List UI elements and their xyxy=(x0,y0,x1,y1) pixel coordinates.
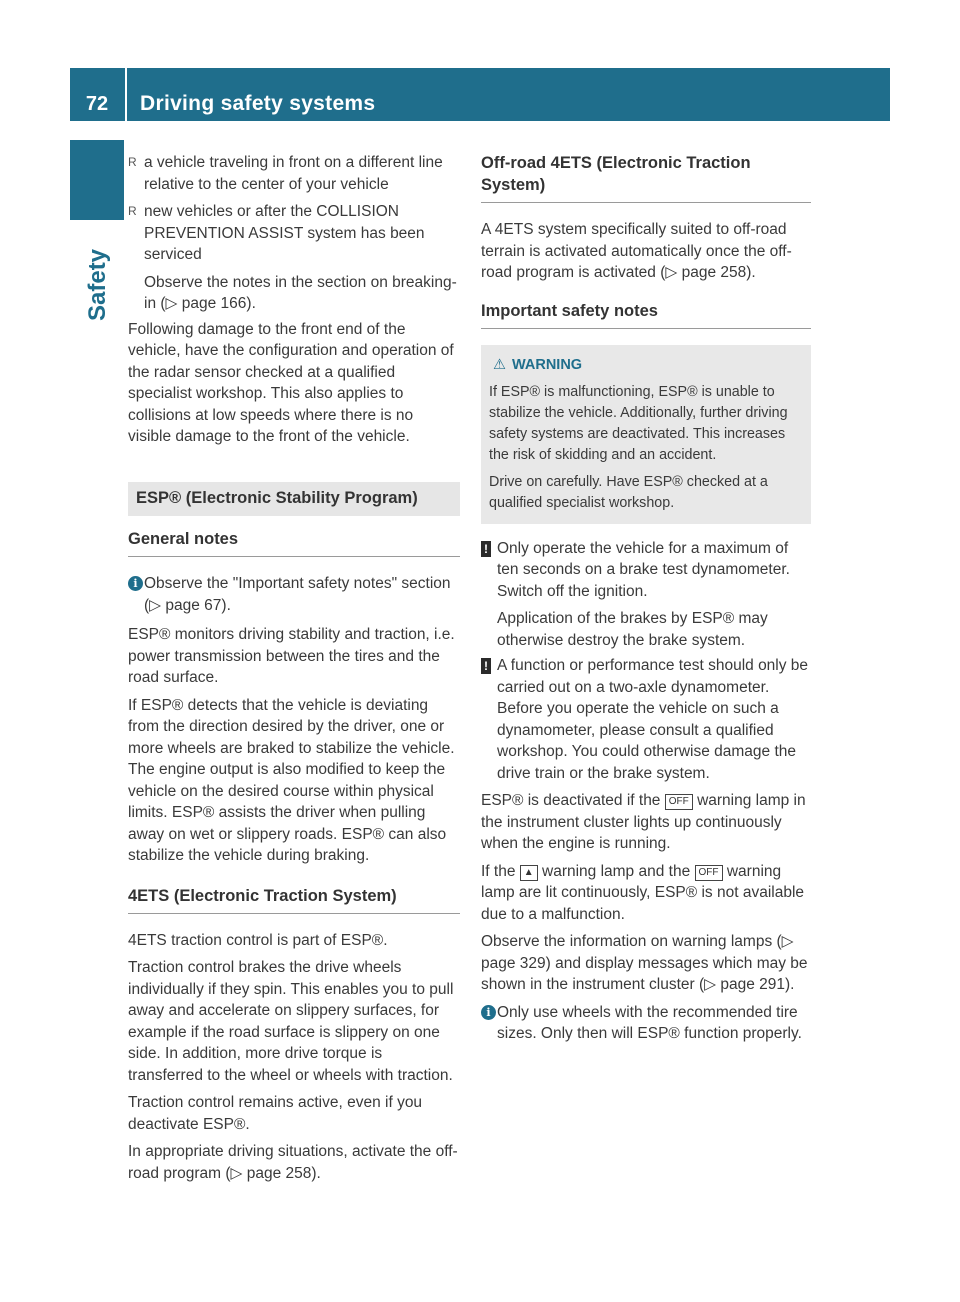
notice-icon: ! xyxy=(481,658,491,674)
warning-para: If ESP® is malfunctioning, ESP® is unable to stabilize the vehicle. Additionally, further driving safety systems are deactivated. This increases the risk of skidding and an accident. xyxy=(489,383,788,463)
info-note: i Only use wheels with the recommended tire sizes. Only then will ESP® function properly. xyxy=(481,1002,811,1045)
para-damage: Following damage to the front end of the vehicle, have the configuration and operation of the radar sensor checked at a qualified specialist workshop. This also applies to collisions at low speeds where there is no visible damage to the front of the vehicle. xyxy=(128,320,454,445)
section-tab-block xyxy=(70,140,124,220)
bullet-icon: R xyxy=(128,155,137,169)
header-divider xyxy=(125,68,127,121)
important-safety-heading: Important safety notes xyxy=(481,300,811,329)
right-column xyxy=(481,152,811,1053)
warning-para: Drive on carefully. Have ESP® checked at a qualified specialist workshop. xyxy=(489,473,768,511)
offroad-heading: Off-road 4ETS (Electronic Traction System) xyxy=(481,152,811,203)
para-offroad-system: A 4ETS system specifically suited to off-road terrain is activated automatically once the off-road program is activated (▷ page 258). xyxy=(481,221,792,281)
esp-off-lamp-icon: OFF xyxy=(665,794,693,810)
para-offroad: In appropriate driving situations, activate the off-road program (▷ page 258). xyxy=(128,1143,458,1182)
info-icon: i xyxy=(481,1005,496,1020)
info-note: i Observe the "Important safety notes" section (▷ page 67). xyxy=(128,573,460,616)
list-item: R new vehicles or after the COLLISION PREVENTION ASSIST system has been serviced xyxy=(128,203,425,263)
para-esp-monitors: ESP® monitors driving stability and traction, i.e. power transmission between the tires and the road surface. xyxy=(128,626,455,686)
para-esp-detects: If ESP® detects that the vehicle is deviating from the direction desired by the driver, one or more wheels are braked to stabilize the vehicle. The engine output is also modified to keep the vehicle on the desired course within physical limits. ESP® assists the driver when pulling away on wet or slippery roads. ESP® can also stabilize the vehicle during braking. xyxy=(128,696,455,864)
ets-heading: 4ETS (Electronic Traction System) xyxy=(128,885,460,914)
para-ets-part: 4ETS traction control is part of ESP®. xyxy=(128,931,388,949)
notice-item: ! Only operate the vehicle for a maximum of ten seconds on a brake test dynamometer. Switch off the ignition. xyxy=(481,538,811,603)
esp-off-lamp-icon: OFF xyxy=(695,865,723,881)
page-number: 72 xyxy=(85,93,109,115)
general-notes-heading: General notes xyxy=(128,528,460,557)
chapter-title: Driving safety systems xyxy=(140,92,376,115)
section-tab-label: Safety xyxy=(84,248,111,321)
list-item: R a vehicle traveling in front on a different line relative to the center of your vehicle xyxy=(128,154,443,193)
page-header xyxy=(70,68,890,121)
para-remains: Traction control remains active, even if you deactivate ESP®. xyxy=(128,1094,423,1133)
bullet-icon: R xyxy=(128,204,137,218)
info-icon: i xyxy=(128,576,143,591)
warning-header: ⚠ WARNING xyxy=(493,356,583,373)
left-column xyxy=(128,152,460,1190)
warning-box xyxy=(481,345,811,524)
para-observe: Observe the information on warning lamps (▷ page 329) and display messages which may be shown in the instrument cluster (▷ page 291). xyxy=(481,933,808,993)
notice-item: ! A function or performance test should only be carried out on a two-axle dynamometer. Before you operate the vehicle on such a dynamometer, please consult a qualified workshop. You could otherwise damage the drive train or the brake system. xyxy=(481,655,811,784)
esp-warning-lamp-icon: ▲ xyxy=(520,865,538,881)
bullet-note: Observe the notes in the section on breaking-in (▷ page 166). xyxy=(144,273,457,312)
esp-section-title: ESP® (Electronic Stability Program) xyxy=(128,482,460,517)
para-lamps-lit: If the ▲ warning lamp and the OFF warning lamp are lit continuously, ESP® is not available due to a malfunction. xyxy=(481,862,805,923)
notice-sub: Application of the brakes by ESP® may otherwise destroy the brake system. xyxy=(497,610,768,649)
notice-icon: ! xyxy=(481,541,491,557)
warning-icon: ⚠ xyxy=(493,356,506,373)
para-esp-deactivated: ESP® is deactivated if the OFF warning lamp in the instrument cluster lights up continuously when the engine is running. xyxy=(481,792,806,852)
para-traction: Traction control brakes the drive wheels individually if they spin. This enables you to pull away and accelerate on slippery surfaces, for example if the road surface is slippery on one side. In addition, more drive torque is transferred to the wheel or wheels with traction. xyxy=(128,959,454,1084)
